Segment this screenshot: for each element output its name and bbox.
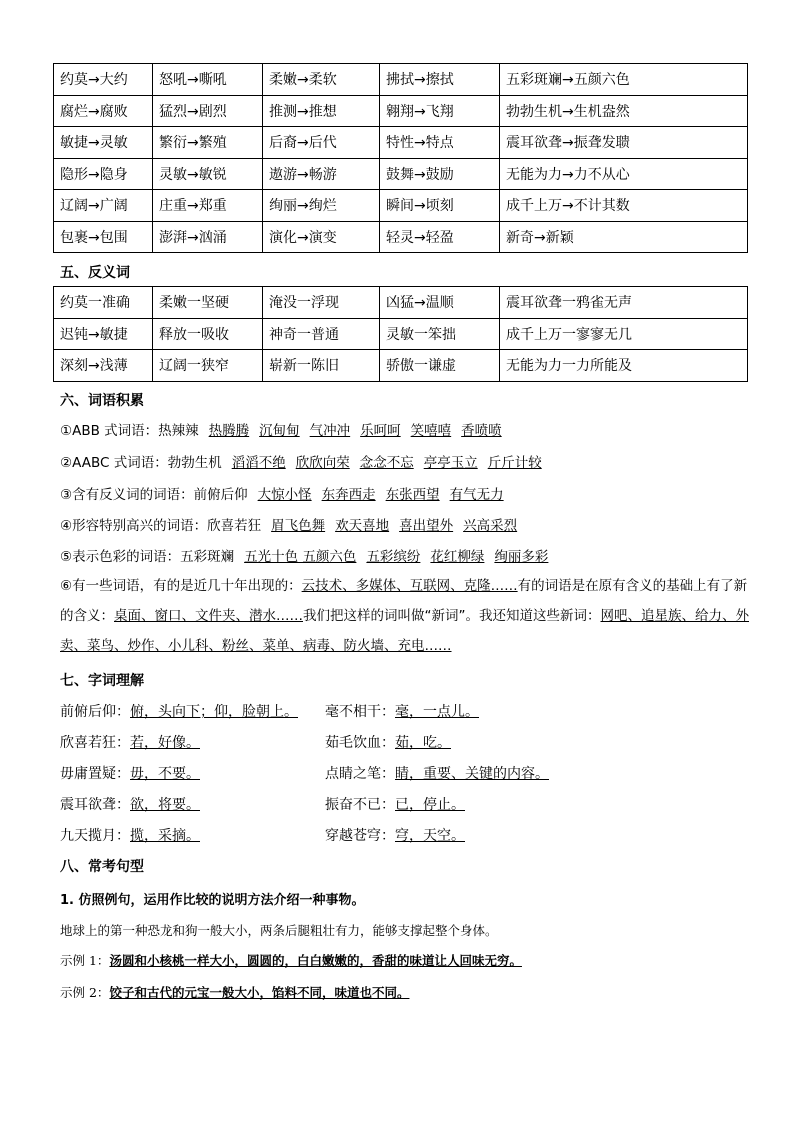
synonym-cell: 庄重→郑重 bbox=[153, 190, 263, 222]
accumulation-word: 气冲冲 bbox=[309, 423, 351, 439]
definition-pair bbox=[60, 794, 200, 814]
definition-meaning: 揽，采摘。 bbox=[130, 828, 200, 844]
synonym-cell: 辽阔→广阔 bbox=[54, 190, 153, 222]
definition-term: 九天揽月： bbox=[60, 828, 130, 844]
accumulation-line bbox=[60, 419, 502, 439]
example-1-text: 汤圆和小核桃一样大小，圆圆的，白白嫩嫩的，香甜的味道让人回味无穷。 bbox=[109, 953, 522, 968]
antonym-cell: 崭新一陈旧 bbox=[263, 350, 380, 382]
antonym-row bbox=[54, 287, 748, 319]
antonym-cell: 深刻→浅薄 bbox=[54, 350, 153, 382]
accumulation-line bbox=[60, 483, 504, 503]
definition-term: 毫不相干： bbox=[325, 704, 395, 720]
accumulation-word: 绚丽多彩 bbox=[494, 549, 549, 565]
definition-meaning: 茹，吃。 bbox=[395, 735, 451, 751]
accumulation-word: 热腾腾 bbox=[208, 423, 250, 439]
synonym-row bbox=[54, 158, 748, 190]
synonym-table bbox=[53, 63, 748, 253]
accumulation-line bbox=[60, 545, 548, 565]
accumulation-line bbox=[60, 514, 517, 534]
synonym-cell: 五彩斑斓→五颜六色 bbox=[500, 64, 748, 96]
synonym-row bbox=[54, 221, 748, 253]
accumulation-label: ①ABB 式词语：热辣辣 bbox=[60, 423, 199, 439]
accumulation-label: ⑤表示色彩的词语：五彩斑斓 bbox=[60, 549, 235, 565]
definition-pair bbox=[60, 701, 298, 721]
synonym-cell: 约莫→大约 bbox=[54, 64, 153, 96]
accumulation-word: 五光十色 五颜六色 bbox=[244, 549, 357, 565]
synonym-cell: 后裔→后代 bbox=[263, 127, 380, 159]
accumulation-line bbox=[60, 451, 542, 471]
accumulation-word: 斤斤计较 bbox=[487, 455, 542, 471]
example-1-label: 示例 1： bbox=[60, 953, 110, 968]
definition-term: 前俯后仰： bbox=[60, 704, 130, 720]
new-words-examples-1: 云技术、多媒体、互联网、克隆…… bbox=[301, 578, 518, 594]
definition-pair bbox=[60, 825, 200, 845]
definition-meaning: 毋，不要。 bbox=[130, 766, 200, 782]
synonym-cell: 包裹→包围 bbox=[54, 221, 153, 253]
synonym-cell: 柔嫩→柔软 bbox=[263, 64, 380, 96]
example-answer-1 bbox=[60, 951, 522, 969]
synonym-cell: 遨游→畅游 bbox=[263, 158, 380, 190]
antonym-cell: 凶猛→温顺 bbox=[380, 287, 500, 319]
antonym-cell: 约莫一准确 bbox=[54, 287, 153, 319]
understanding-title: 七、字词理解 bbox=[60, 673, 144, 689]
definition-term: 穿越苍穹： bbox=[325, 828, 395, 844]
synonym-cell: 绚丽→绚烂 bbox=[263, 190, 380, 222]
accumulation-word: 欣欣向荣 bbox=[295, 455, 350, 471]
antonym-cell: 柔嫩一坚硬 bbox=[153, 287, 263, 319]
synonym-cell: 怒吼→嘶吼 bbox=[153, 64, 263, 96]
definition-pair bbox=[325, 701, 479, 721]
antonym-cell: 无能为力一力所能及 bbox=[500, 350, 748, 382]
antonym-cell: 辽阔一狭窄 bbox=[153, 350, 263, 382]
synonym-cell: 新奇→新颖 bbox=[500, 221, 748, 253]
accumulation-word: 欢天喜地 bbox=[335, 518, 390, 534]
sentences-title: 八、常考句型 bbox=[60, 859, 144, 875]
antonym-row bbox=[54, 350, 748, 382]
definition-meaning: 已，停止。 bbox=[395, 797, 465, 813]
antonym-cell: 迟钝→敏捷 bbox=[54, 318, 153, 350]
synonym-cell: 敏捷→灵敏 bbox=[54, 127, 153, 159]
definition-term: 振奋不已： bbox=[325, 797, 395, 813]
definition-meaning: 睛，重要、关键的内容。 bbox=[395, 766, 549, 782]
accumulation-word: 乐呵呵 bbox=[360, 423, 401, 439]
synonym-cell: 成千上万→不计其数 bbox=[500, 190, 748, 222]
accumulation-word: 眉飞色舞 bbox=[271, 518, 326, 534]
synonym-row bbox=[54, 127, 748, 159]
definition-meaning: 若，好像。 bbox=[130, 735, 200, 751]
new-words-text-b: 有的词语是在原有含义的基础上有了新的含义： bbox=[60, 578, 748, 624]
definition-term: 茹毛饮血： bbox=[325, 735, 395, 751]
accumulation-label: ④形容特别高兴的词语：欣喜若狂 bbox=[60, 518, 262, 534]
synonym-cell: 澎湃→汹涌 bbox=[153, 221, 263, 253]
definition-pair bbox=[60, 732, 200, 752]
synonym-row bbox=[54, 190, 748, 222]
accumulation-word: 香喷喷 bbox=[461, 423, 502, 439]
question-1: 1. 仿照例句，运用作比较的说明方法介绍一种事物。 bbox=[60, 893, 365, 908]
synonym-cell: 腐烂→腐败 bbox=[54, 95, 153, 127]
definition-meaning: 穹，天空。 bbox=[395, 828, 465, 844]
example-2-label: 示例 2： bbox=[60, 985, 110, 1000]
definition-pair bbox=[325, 732, 451, 752]
synonym-cell: 轻灵→轻盈 bbox=[380, 221, 500, 253]
definition-term: 毋庸置疑： bbox=[60, 766, 130, 782]
accumulation-word: 有气无力 bbox=[449, 487, 504, 503]
definition-term: 点睛之笔： bbox=[325, 766, 395, 782]
antonym-cell: 灵敏一笨拙 bbox=[380, 318, 500, 350]
synonym-cell: 鼓舞→鼓励 bbox=[380, 158, 500, 190]
synonym-cell: 特性→特点 bbox=[380, 127, 500, 159]
synonym-cell: 推测→推想 bbox=[263, 95, 380, 127]
synonym-row bbox=[54, 64, 748, 96]
synonym-cell: 拂拭→擦拭 bbox=[380, 64, 500, 96]
new-words-text-a: ⑥有一些词语，有的是近几十年出现的： bbox=[60, 578, 302, 594]
definition-pair bbox=[325, 825, 465, 845]
antonym-cell: 成千上万一寥寥无几 bbox=[500, 318, 748, 350]
example-sentence: 地球上的第一种恐龙和狗一般大小，两条后腿粗壮有力，能够支撑起整个身体。 bbox=[60, 923, 498, 938]
accumulation-word: 东张西望 bbox=[385, 487, 440, 503]
definition-pair bbox=[325, 794, 465, 814]
synonym-cell: 翱翔→飞翔 bbox=[380, 95, 500, 127]
definition-meaning: 毫，一点儿。 bbox=[395, 704, 479, 720]
accumulation-label: ②AABC 式词语：勃勃生机 bbox=[60, 455, 222, 471]
accumulation-word: 亭亭玉立 bbox=[423, 455, 478, 471]
synonym-row bbox=[54, 95, 748, 127]
antonym-cell: 震耳欲聋一鸦雀无声 bbox=[500, 287, 748, 319]
accumulation-word: 滔滔不绝 bbox=[231, 455, 286, 471]
synonym-cell: 无能为力→力不从心 bbox=[500, 158, 748, 190]
new-words-paragraph bbox=[60, 571, 760, 661]
synonym-cell: 猛烈→剧烈 bbox=[153, 95, 263, 127]
accumulation-word: 东奔西走 bbox=[321, 487, 376, 503]
definition-meaning: 俯，头向下；仰，脸朝上。 bbox=[130, 704, 298, 720]
accumulation-word: 大惊小怪 bbox=[257, 487, 312, 503]
example-2-text: 饺子和古代的元宝一般大小，馅料不同，味道也不同。 bbox=[109, 985, 410, 1000]
definition-term: 震耳欲聋： bbox=[60, 797, 130, 813]
new-words-text-c: 我们把这样的词叫做“新词”。我还知道这些新词： bbox=[303, 608, 601, 624]
accumulation-word: 花红柳绿 bbox=[430, 549, 485, 565]
synonym-cell: 演化→演变 bbox=[263, 221, 380, 253]
synonym-cell: 灵敏→敏锐 bbox=[153, 158, 263, 190]
synonym-cell: 勃勃生机→生机盎然 bbox=[500, 95, 748, 127]
synonym-cell: 瞬间→顷刻 bbox=[380, 190, 500, 222]
definition-term: 欣喜若狂： bbox=[60, 735, 130, 751]
antonym-table bbox=[53, 286, 748, 382]
new-words-examples-3: 网吧、追星族、给力、外卖、菜鸟、炒作、小儿科、粉丝、菜单、病毒、防火墙、充电…… bbox=[60, 608, 749, 654]
accumulation-label: ③含有反义词的词语：前俯后仰 bbox=[60, 487, 248, 503]
accumulation-title: 六、词语积累 bbox=[60, 393, 144, 409]
new-words-examples-2: 桌面、窗口、文件夹、潜水…… bbox=[114, 608, 303, 624]
antonym-cell: 神奇一普通 bbox=[263, 318, 380, 350]
antonym-row bbox=[54, 318, 748, 350]
accumulation-word: 笑嘻嘻 bbox=[410, 423, 452, 439]
antonyms-title: 五、反义词 bbox=[60, 265, 130, 281]
synonym-cell: 震耳欲聋→振聋发聩 bbox=[500, 127, 748, 159]
definition-pair bbox=[60, 763, 200, 783]
antonym-cell: 骄傲一谦虚 bbox=[380, 350, 500, 382]
antonym-cell: 淹没一浮现 bbox=[263, 287, 380, 319]
synonym-cell: 繁衍→繁殖 bbox=[153, 127, 263, 159]
definition-meaning: 欲，将要。 bbox=[130, 797, 200, 813]
accumulation-word: 五彩缤纷 bbox=[366, 549, 421, 565]
antonym-cell: 释放一吸收 bbox=[153, 318, 263, 350]
synonym-cell: 隐形→隐身 bbox=[54, 158, 153, 190]
definition-pair bbox=[325, 763, 549, 783]
accumulation-word: 喜出望外 bbox=[399, 518, 454, 534]
accumulation-word: 念念不忘 bbox=[359, 455, 414, 471]
accumulation-word: 沉甸甸 bbox=[259, 423, 300, 439]
accumulation-word: 兴高采烈 bbox=[463, 518, 518, 534]
example-answer-2 bbox=[60, 983, 409, 1001]
